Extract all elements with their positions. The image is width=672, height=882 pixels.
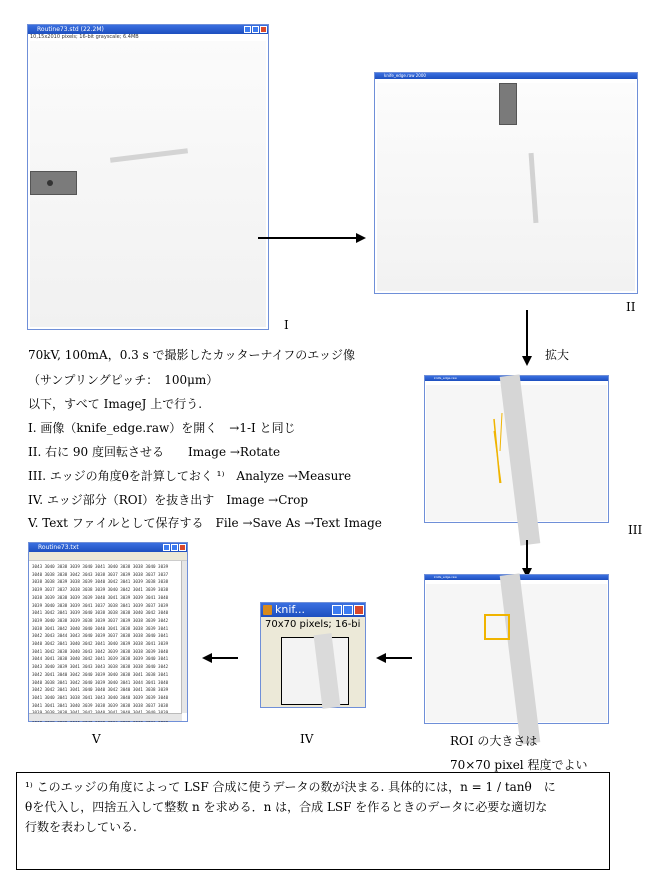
- window-iv-title: knif...: [275, 603, 305, 616]
- instruction-line: 70kV, 100mA，0.3 s で撮影したカッターナイフのエッジ像: [28, 348, 356, 362]
- text-row: 3039 3037 3037 3038 3038 3039 3040 3042 3041 3039 3038: [32, 587, 169, 593]
- label-ii: II: [626, 300, 636, 314]
- maximize-icon[interactable]: [252, 26, 259, 33]
- close-icon[interactable]: [260, 26, 267, 33]
- window-ii-title: knife_edge.raw 2000: [384, 73, 426, 78]
- arrow-iv-to-v: [212, 657, 238, 659]
- roi-note: ROI の大きさは: [450, 734, 538, 748]
- knife-blade: [110, 148, 188, 162]
- maximize-icon[interactable]: [171, 544, 178, 551]
- text-row: 3040 3038 3038 3042 3043 3038 3037 3039 3038 3037 3037: [32, 571, 169, 577]
- window-iv-status: 70x70 pixels; 16-bi: [265, 619, 361, 630]
- knife-holder: [499, 83, 517, 125]
- window-iii[interactable]: [424, 375, 609, 523]
- text-row: 3040 3038 3041 3042 3040 3039 3040 3041 3044 3041 3040: [32, 679, 169, 685]
- window-v-titlebar[interactable]: [29, 543, 187, 552]
- knife-holder: [30, 171, 77, 195]
- label-v: V: [92, 732, 101, 746]
- text-row: 3038 3038 3039 3038 3039 3040 3042 3041 3039 3038 3038: [32, 579, 169, 585]
- window-iv-image[interactable]: [281, 637, 349, 705]
- knife-blade: [529, 153, 539, 223]
- footnote-line: θを代入し，四捨五入して整数 n を求める．n は，合成 LSF を作るときのデータに必要な適切な: [25, 800, 548, 814]
- maximize-icon[interactable]: [343, 605, 353, 615]
- arrow-head: [376, 653, 386, 663]
- window-ii-titlebar[interactable]: [375, 73, 637, 79]
- instruction-line: II. 右に 90 度回転させる Image →Rotate: [28, 445, 281, 459]
- footnote-line: ¹⁾ このエッジの角度によって LSF 合成に使うデータの数が決まる. 具体的には，n = 1 / tanθ に: [25, 780, 556, 794]
- text-row: 3044 3041 3038 3040 3042 3041 3039 3038 3039 3040 3041: [32, 656, 169, 662]
- label-zoom: 拡大: [545, 348, 570, 362]
- minimize-icon[interactable]: [332, 605, 342, 615]
- knife-blade: [500, 573, 541, 744]
- window-roi-image[interactable]: [426, 584, 607, 722]
- label-iv: IV: [300, 732, 314, 746]
- knife-blade: [314, 633, 341, 709]
- label-iii: III: [628, 523, 643, 537]
- footnote-line: 行数を表わしている.: [25, 820, 137, 834]
- window-iii-title: knife_edge.raw: [434, 376, 457, 380]
- window-i[interactable]: [27, 24, 269, 330]
- arrow-iii-to-roi: [526, 540, 528, 570]
- text-row: 3041 3042 3041 3039 3040 3038 3038 3038 3040 3042 3040: [32, 610, 169, 616]
- arrow-head: [356, 233, 366, 243]
- window-iv[interactable]: [260, 602, 366, 708]
- window-i-title: Routine73.std (22.2M): [37, 26, 104, 33]
- roi-note: 70×70 pixel 程度でよい: [450, 758, 588, 772]
- text-row: 3039 3040 3038 3039 3038 3039 3037 3039 3038 3039 3042: [32, 617, 169, 623]
- arrow-head: [202, 653, 212, 663]
- window-controls: [332, 605, 364, 615]
- text-row: 3040 3042 3041 3040 3042 3041 3040 3039 3038 3041 3039: [32, 641, 169, 647]
- window-controls: [244, 26, 267, 33]
- text-row: 3042 3043 3044 3043 3040 3039 3037 3038 3038 3040 3041: [32, 633, 169, 639]
- window-iv-titlebar[interactable]: [261, 603, 365, 617]
- edge-line: [500, 413, 502, 451]
- horizontal-scrollbar[interactable]: [29, 713, 182, 721]
- close-icon[interactable]: [354, 605, 364, 615]
- text-row: 3041 3040 3041 3038 3041 3043 3040 3040 3039 3039 3040: [32, 694, 169, 700]
- close-icon[interactable]: [179, 544, 186, 551]
- text-row: 3042 3041 3040 3042 3040 3039 3040 3038 3041 3038 3041: [32, 671, 169, 677]
- arrow-roi-to-iv: [386, 657, 412, 659]
- window-controls: [163, 544, 186, 551]
- minimize-icon[interactable]: [163, 544, 170, 551]
- text-row: 3041 3042 3038 3040 3043 3042 3039 3038 3038 3039 3040: [32, 648, 169, 654]
- window-roi[interactable]: [424, 574, 609, 724]
- instruction-line: IV. エッジ部分（ROI）を抜き出す Image →Crop: [28, 493, 309, 507]
- window-v[interactable]: [28, 542, 188, 722]
- arrow-i-to-ii: [258, 237, 358, 239]
- window-roi-title: knife_edge.raw: [434, 575, 457, 579]
- roi-rectangle[interactable]: [484, 614, 510, 640]
- instruction-line: III. エッジの角度θを計算しておく ¹⁾ Analyze →Measure: [28, 469, 352, 483]
- text-row: 3041 3041 3041 3040 3039 3038 3039 3038 3038 3037 3038: [32, 702, 169, 708]
- instruction-line: （サンプリングピッチ： 100μm）: [28, 373, 219, 387]
- text-row: 3038 3039 3038 3039 3039 3040 3041 3039 3039 3041 3040: [32, 594, 169, 600]
- imagej-icon: [263, 605, 272, 615]
- window-i-image[interactable]: [30, 41, 266, 327]
- instruction-line: 以下，すべて ImageJ 上で行う.: [28, 397, 203, 411]
- footnote-box: [16, 772, 610, 870]
- text-row: 3043 3040 3039 3041 3043 3043 3038 3038 3038 3040 3042: [32, 664, 169, 670]
- window-ii[interactable]: [374, 72, 638, 294]
- label-i: I: [284, 318, 289, 332]
- text-data[interactable]: [32, 563, 181, 725]
- edge-angle-lines: [486, 411, 506, 491]
- window-ii-image[interactable]: [377, 83, 635, 291]
- instruction-line: V. Text ファイルとして保存する File →Save As →Text Image: [28, 516, 382, 530]
- vertical-scrollbar[interactable]: [181, 561, 187, 713]
- text-row: 3038 3041 3042 3040 3040 3040 3041 3038 3038 3039 3041: [32, 625, 169, 631]
- text-row: 3039 3040 3038 3039 3041 3037 3038 3041 3039 3037 3039: [32, 602, 169, 608]
- window-v-title: Routine73.txt: [38, 544, 79, 551]
- text-row: 3043 3040 3038 3039 3040 3041 3040 3038 3038 3040 3039: [32, 564, 169, 569]
- edge-line: [494, 431, 501, 483]
- instruction-line: I. 画像（knife_edge.raw）を開く →1-I と同じ: [28, 421, 296, 435]
- window-i-titlebar[interactable]: [28, 25, 268, 34]
- window-iii-image[interactable]: [426, 385, 607, 521]
- arrow-head: [522, 356, 532, 366]
- minimize-icon[interactable]: [244, 26, 251, 33]
- menu-bar[interactable]: [29, 552, 187, 561]
- arrow-ii-to-iii: [526, 310, 528, 358]
- text-row: 3042 3042 3041 3041 3040 3040 3042 3040 3041 3038 3039: [32, 687, 169, 693]
- window-i-status: 10,15x2010 pixels; 16-bit grayscale; 6.4MB: [30, 34, 139, 40]
